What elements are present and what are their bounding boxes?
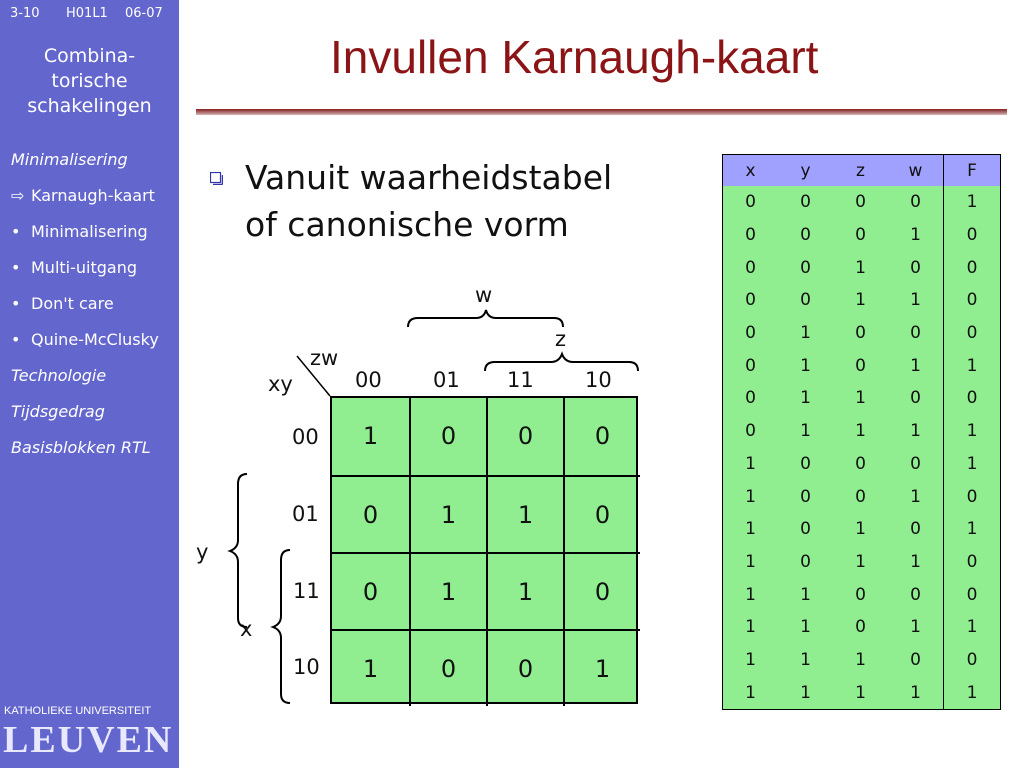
table-cell: 0 bbox=[778, 513, 833, 546]
slide-number: 3-10 bbox=[10, 6, 40, 21]
table-cell: 0 bbox=[778, 251, 833, 284]
table-cell: 0 bbox=[778, 186, 833, 219]
table-row bbox=[723, 448, 1001, 481]
table-cell: 1 bbox=[833, 676, 888, 709]
table-cell: 0 bbox=[833, 578, 888, 611]
table-cell: 1 bbox=[778, 382, 833, 415]
table-cell: 0 bbox=[833, 219, 888, 252]
table-cell: 1 bbox=[723, 676, 779, 709]
karnaugh-map bbox=[330, 396, 638, 704]
table-cell: 1 bbox=[944, 349, 1001, 382]
table-cell: 1 bbox=[778, 644, 833, 677]
table-cell: 0 bbox=[778, 546, 833, 579]
brace-x bbox=[273, 550, 290, 703]
table-row bbox=[723, 219, 1001, 252]
table-cell: 0 bbox=[778, 219, 833, 252]
page-title: Invullen Karnaugh-kaart bbox=[330, 31, 819, 83]
kmap-cell: 0 bbox=[486, 398, 563, 475]
table-cell: 1 bbox=[723, 513, 779, 546]
kmap-label-zw: zw bbox=[310, 346, 339, 370]
bullet-line: Vanuit waarheidstabel bbox=[245, 158, 613, 197]
table-cell: 1 bbox=[833, 546, 888, 579]
table-cell: 1 bbox=[778, 676, 833, 709]
table-cell: 0 bbox=[944, 317, 1001, 350]
kmap-row-header: 10 bbox=[293, 655, 320, 679]
table-cell: 0 bbox=[888, 644, 944, 677]
table-cell: 1 bbox=[944, 415, 1001, 448]
table-cell: 0 bbox=[944, 480, 1001, 513]
kmap-col-header: 11 bbox=[507, 368, 534, 392]
kmap-cell: 1 bbox=[409, 552, 486, 629]
table-cell: 1 bbox=[723, 480, 779, 513]
table-cell: 1 bbox=[833, 644, 888, 677]
truth-table bbox=[722, 154, 1001, 710]
table-cell: 0 bbox=[723, 415, 779, 448]
table-cell: 0 bbox=[723, 251, 779, 284]
truth-table-header-z: z bbox=[833, 155, 888, 187]
table-row bbox=[723, 546, 1001, 579]
university-name: KATHOLIEKE UNIVERSITEIT bbox=[4, 705, 152, 717]
table-cell: 1 bbox=[888, 676, 944, 709]
table-cell: 1 bbox=[888, 480, 944, 513]
table-row bbox=[723, 415, 1001, 448]
truth-table-header-y: y bbox=[778, 155, 833, 187]
table-cell: 1 bbox=[833, 513, 888, 546]
table-cell: 0 bbox=[944, 578, 1001, 611]
table-cell: 1 bbox=[723, 578, 779, 611]
table-cell: 1 bbox=[944, 186, 1001, 219]
kmap-cell: 1 bbox=[563, 629, 640, 706]
table-row bbox=[723, 284, 1001, 317]
kmap-row-header: 11 bbox=[293, 579, 320, 603]
table-row bbox=[723, 513, 1001, 546]
table-cell: 0 bbox=[888, 186, 944, 219]
kmap-cell: 1 bbox=[486, 552, 563, 629]
table-cell: 0 bbox=[944, 644, 1001, 677]
table-row bbox=[723, 317, 1001, 350]
sidebar-item-label: Karnaugh-kaart bbox=[31, 186, 155, 205]
table-cell: 0 bbox=[888, 578, 944, 611]
table-cell: 1 bbox=[888, 546, 944, 579]
kmap-cell: 0 bbox=[409, 629, 486, 706]
truth-table-header-w: w bbox=[888, 155, 944, 187]
kmap-cell: 0 bbox=[563, 398, 640, 475]
table-cell: 0 bbox=[778, 448, 833, 481]
kmap-col-header: 01 bbox=[433, 368, 460, 392]
kmap-cell: 0 bbox=[486, 629, 563, 706]
kmap-cell: 1 bbox=[332, 629, 409, 706]
academic-year: 06-07 bbox=[125, 6, 163, 21]
table-row bbox=[723, 480, 1001, 513]
table-cell: 1 bbox=[888, 415, 944, 448]
kmap-cell: 1 bbox=[486, 475, 563, 552]
table-cell: 0 bbox=[944, 382, 1001, 415]
sidebar-item-label: Quine-McClusky bbox=[31, 330, 159, 349]
table-cell: 0 bbox=[778, 284, 833, 317]
sidebar-item-label: Minimalisering bbox=[31, 222, 148, 241]
table-cell: 0 bbox=[778, 480, 833, 513]
table-row bbox=[723, 382, 1001, 415]
sidebar-item-label: Minimalisering bbox=[11, 150, 128, 169]
table-cell: 0 bbox=[723, 317, 779, 350]
table-cell: 0 bbox=[833, 480, 888, 513]
kmap-cell: 0 bbox=[563, 475, 640, 552]
table-row bbox=[723, 676, 1001, 709]
table-row bbox=[723, 578, 1001, 611]
table-cell: 0 bbox=[944, 251, 1001, 284]
table-cell: 0 bbox=[723, 382, 779, 415]
table-cell: 0 bbox=[944, 546, 1001, 579]
table-cell: 1 bbox=[888, 611, 944, 644]
table-cell: 0 bbox=[723, 284, 779, 317]
kmap-label-w: w bbox=[475, 283, 493, 307]
kmap-row-header: 01 bbox=[292, 502, 319, 526]
bullet-icon: • bbox=[11, 294, 21, 313]
table-row bbox=[723, 644, 1001, 677]
table-row bbox=[723, 349, 1001, 382]
course-title-line: schakelingen bbox=[27, 95, 152, 117]
table-cell: 0 bbox=[833, 448, 888, 481]
sidebar-item-label: Basisblokken RTL bbox=[11, 438, 151, 457]
kmap-cell: 0 bbox=[409, 398, 486, 475]
table-cell: 1 bbox=[778, 317, 833, 350]
kmap-label-xy: xy bbox=[268, 372, 293, 396]
table-cell: 1 bbox=[778, 611, 833, 644]
sidebar-item-label: Don't care bbox=[31, 294, 114, 313]
table-cell: 0 bbox=[833, 186, 888, 219]
kmap-label-x: x bbox=[240, 617, 253, 641]
course-title-line: Combina- bbox=[43, 45, 136, 67]
table-cell: 0 bbox=[833, 317, 888, 350]
table-cell: 0 bbox=[833, 611, 888, 644]
truth-table-header-f: F bbox=[944, 155, 1001, 187]
bullet-line: of canonische vorm bbox=[245, 205, 569, 244]
table-cell: 0 bbox=[723, 186, 779, 219]
table-cell: 1 bbox=[723, 611, 779, 644]
kmap-cell: 0 bbox=[332, 552, 409, 629]
table-cell: 1 bbox=[888, 284, 944, 317]
course-title-line: torische bbox=[51, 70, 128, 92]
table-cell: 1 bbox=[944, 676, 1001, 709]
table-cell: 0 bbox=[833, 349, 888, 382]
table-cell: 1 bbox=[944, 513, 1001, 546]
sidebar-item-label: Technologie bbox=[11, 366, 107, 385]
table-row bbox=[723, 186, 1001, 219]
table-cell: 0 bbox=[888, 382, 944, 415]
kmap-cell: 1 bbox=[362, 422, 379, 450]
table-row bbox=[723, 611, 1001, 644]
kmap-row-header: 00 bbox=[292, 425, 319, 449]
sidebar-item-label: Tijdsgedrag bbox=[11, 402, 105, 421]
brace-w bbox=[408, 310, 563, 327]
sidebar-item-label: Multi-uitgang bbox=[31, 258, 137, 277]
table-cell: 1 bbox=[833, 251, 888, 284]
table-cell: 1 bbox=[833, 382, 888, 415]
truth-table-header-row bbox=[723, 155, 1001, 187]
table-cell: 0 bbox=[944, 219, 1001, 252]
table-cell: 1 bbox=[833, 415, 888, 448]
table-cell: 0 bbox=[888, 317, 944, 350]
kmap-label-y: y bbox=[196, 540, 209, 564]
kmap-cell: 0 bbox=[563, 552, 640, 629]
table-cell: 0 bbox=[888, 513, 944, 546]
kmap-cell: 0 bbox=[332, 475, 409, 552]
table-cell: 1 bbox=[833, 284, 888, 317]
arrow-right-icon: ⇨ bbox=[11, 186, 25, 205]
table-cell: 1 bbox=[778, 415, 833, 448]
brace-y bbox=[230, 474, 247, 627]
truth-table-header-x: x bbox=[723, 155, 779, 187]
university-logo: LEUVEN bbox=[3, 719, 174, 761]
table-cell: 0 bbox=[888, 448, 944, 481]
table-cell: 0 bbox=[888, 251, 944, 284]
table-cell: 1 bbox=[944, 611, 1001, 644]
bullet-icon: • bbox=[11, 222, 21, 241]
table-row bbox=[723, 251, 1001, 284]
kmap-col-header: 00 bbox=[355, 368, 382, 392]
bullet-icon: • bbox=[11, 258, 21, 277]
kmap-label-z: z bbox=[555, 327, 567, 351]
table-cell: 0 bbox=[723, 219, 779, 252]
table-cell: 1 bbox=[723, 448, 779, 481]
table-cell: 1 bbox=[723, 546, 779, 579]
table-cell: 1 bbox=[888, 349, 944, 382]
course-code: H01L1 bbox=[66, 6, 108, 21]
table-cell: 1 bbox=[778, 578, 833, 611]
table-cell: 1 bbox=[944, 448, 1001, 481]
kmap-diagonal-line bbox=[297, 356, 330, 396]
kmap-col-header: 10 bbox=[585, 368, 612, 392]
table-cell: 1 bbox=[888, 219, 944, 252]
table-cell: 1 bbox=[778, 349, 833, 382]
table-cell: 0 bbox=[723, 349, 779, 382]
kmap-cell: 1 bbox=[409, 475, 486, 552]
brace-z bbox=[485, 354, 638, 371]
table-cell: 1 bbox=[723, 644, 779, 677]
table-cell: 0 bbox=[944, 284, 1001, 317]
bullet-icon: • bbox=[11, 330, 21, 349]
